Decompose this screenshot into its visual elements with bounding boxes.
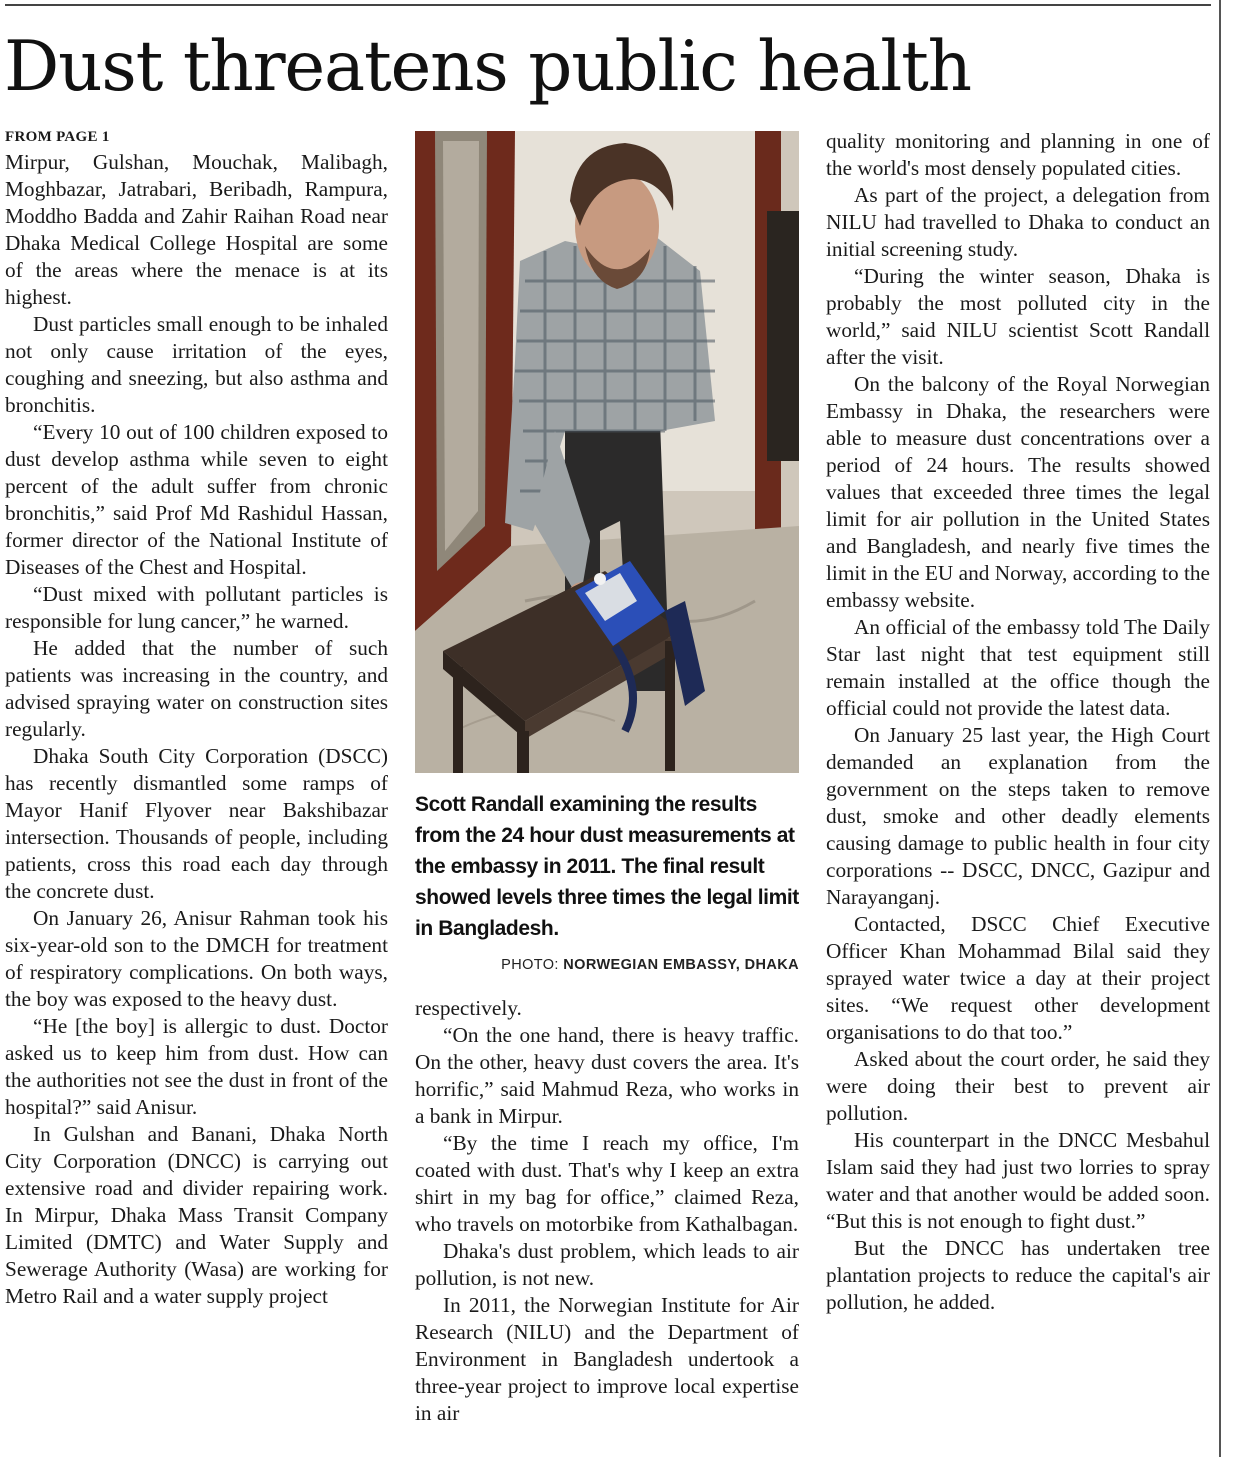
paragraph: But the DNCC has undertaken tree plantation projects to reduce the capital's air pollution, he added. (826, 1236, 1210, 1314)
paragraph: “During the winter season, Dhaka is probably the most polluted city in the world,” said NILU scientist Scott Randall after the visit. (826, 264, 1210, 369)
paragraph: As part of the project, a delegation from NILU had travelled to Dhaka to conduct an initial screening study. (826, 183, 1210, 261)
headline: Dust threatens public health (4, 27, 971, 107)
paragraph: “Every 10 out of 100 children exposed to dust develop asthma while seven to eight percent of the adult suffer from chronic bronchitis,” said Prof Md Rashidul Hassan, former director of the National Institute of Diseases of the Chest and Hospital. (5, 420, 388, 579)
paragraph: In Gulshan and Banani, Dhaka North City Corporation (DNCC) is carrying out extensive road and divider repairing work. In Mirpur, Dhaka Mass Transit Company Limited (DMTC) and Water Supply and Sewerage Authority (Wasa) are working for Metro Rail and a water supply project (5, 1122, 388, 1308)
paragraph: In 2011, the Norwegian Institute for Air Research (NILU) and the Department of Environment in Bangladesh undertook a three-year project to improve local expertise in air (415, 1293, 799, 1425)
paragraph: On January 25 last year, the High Court demanded an explanation from the government on the steps taken to remove dust, smoke and other deadly elements causing damage to public health in four city corporations -- DSCC, DNCC, Gazipur and Narayanganj. (826, 723, 1210, 909)
paragraph: An official of the embassy told The Daily Star last night that test equipment still remain installed at the office though the official could not provide the latest data. (826, 615, 1210, 720)
article-column-2 (415, 995, 799, 1427)
paragraph: “On the one hand, there is heavy traffic. On the other, heavy dust covers the area. It's horrific,” said Mahmud Reza, who works in a bank in Mirpur. (415, 1023, 799, 1128)
paragraph: Contacted, DSCC Chief Executive Officer Khan Mohammad Bilal said they sprayed water twice a day at their project sites. “We request other development organisations to do that too.” (826, 912, 1210, 1044)
paragraph: respectively. (415, 996, 522, 1020)
paragraph: Dhaka's dust problem, which leads to air pollution, is not new. (415, 1239, 799, 1290)
article-column-3 (826, 128, 1210, 1316)
scientist-photo-illustration (415, 131, 799, 773)
paragraph: Asked about the court order, he said they were doing their best to prevent air pollution. (826, 1047, 1210, 1125)
paragraph: Dust particles small enough to be inhaled not only cause irritation of the eyes, coughing and sneezing, but also asthma and bronchitis. (5, 312, 388, 417)
paragraph: quality monitoring and planning in one of the world's most densely populated cities. (826, 129, 1210, 180)
photo-credit (415, 957, 799, 973)
column-rule (1219, 0, 1221, 1457)
paragraph: “He [the boy] is allergic to dust. Doctor asked us to keep him from dust. How can the authorities not see the dust in front of the hospital?” said Anisur. (5, 1014, 388, 1119)
paragraph: On January 26, Anisur Rahman took his six-year-old son to the DMCH for treatment of respiratory complications. On both ways, the boy was exposed to the heavy dust. (5, 906, 388, 1011)
photo-credit-label: PHOTO: (501, 957, 564, 973)
jump-label: FROM PAGE 1 (5, 129, 110, 145)
paragraph: He added that the number of such patients was increasing in the country, and advised spraying water on construction sites regularly. (5, 636, 388, 741)
paragraph: Mirpur, Gulshan, Mouchak, Malibagh, Moghbazar, Jatrabari, Beribadh, Rampura, Moddho Badda and Zahir Raihan Road near Dhaka Medical College Hospital are some of the areas where the menace is at its highest. (5, 150, 388, 309)
paragraph: On the balcony of the Royal Norwegian Embassy in Dhaka, the researchers were able to measure dust concentrations over a period of 24 hours. The results showed values that exceeded three times the legal limit for air pollution in the United States and Bangladesh, and nearly five times the limit in the EU and Norway, according to the embassy website. (826, 372, 1210, 612)
paragraph: His counterpart in the DNCC Mesbahul Islam said they had just two lorries to spray water and that another would be added soon. “But this is not enough to fight dust.” (826, 1128, 1210, 1233)
paragraph: “Dust mixed with pollutant particles is responsible for lung cancer,” he warned. (5, 582, 388, 633)
paragraph: “By the time I reach my office, I'm coated with dust. That's why I keep an extra shirt in my bag for office,” claimed Reza, who travels on motorbike from Kathalbagan. (415, 1131, 799, 1236)
paragraph: Dhaka South City Corporation (DSCC) has recently dismantled some ramps of Mayor Hanif Flyover near Bakshibazar intersection. Thousands of people, including patients, cross this road each day through the concrete dust. (5, 744, 388, 903)
article-photo (415, 131, 799, 773)
article-column-1 (5, 128, 388, 1310)
photo-credit-source: NORWEGIAN EMBASSY, DHAKA (563, 957, 799, 973)
photo-caption: Scott Randall examining the results from the 24 hour dust measurements at the embassy in 2011. The final result showed levels three times the legal limit in Bangladesh. (415, 793, 799, 940)
top-rule (5, 4, 1211, 6)
